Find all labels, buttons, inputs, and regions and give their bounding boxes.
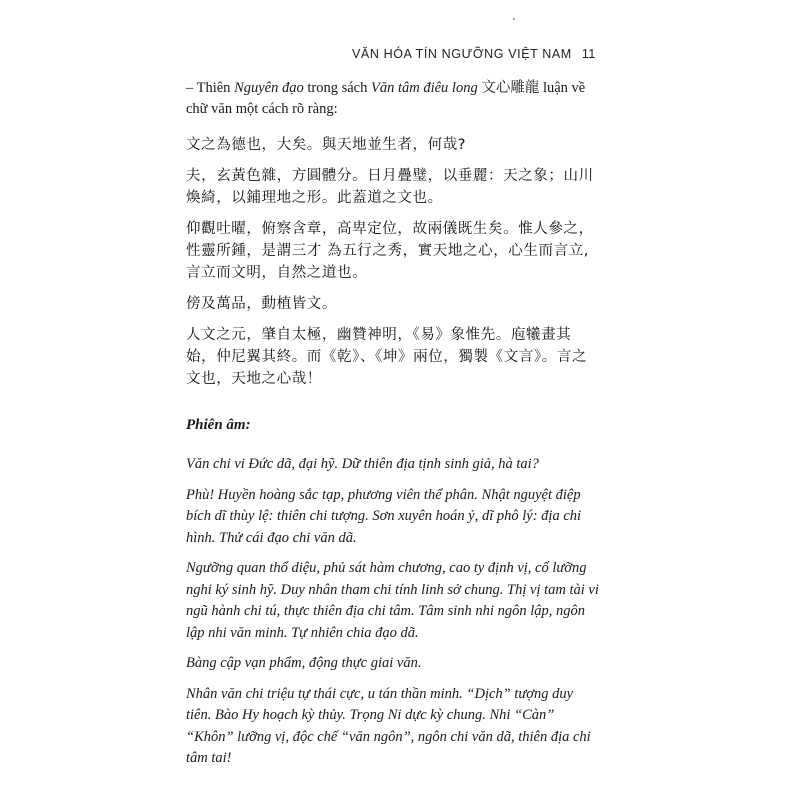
phien-am-paragraph: Bàng cập vạn phẩm, động thực giai văn. <box>186 655 422 671</box>
phien-am-paragraph: Ngưỡng quan thổ diệu, phủ sát hàm chương, cao ty định vị, cố lưỡng nghi ký sinh hỹ. Duy nhân tham chi tính linh sở chung. Thị vị tam tài vi ngũ hành chi tú, thực thiên địa chi tâm. Tâm sinh nhi ngôn lập, ngôn lập nhi văn minh. Tự nhiên chia đạo dã. <box>186 560 599 641</box>
intro-mid: trong sách <box>303 80 371 96</box>
han-paragraph: 傍及萬品，動植皆文。 <box>186 296 337 312</box>
phien-am-title: Phiên âm: <box>186 417 251 433</box>
han-paragraph: 人文之元，肇自太極，幽贊神明，《易》象惟先。庖犧畫其始，仲尼翼其終。而《乾》、《坤》兩位，獨製《文言》。言之文也，天地之心哉！ <box>186 327 588 387</box>
intro-prefix: – Thiên <box>186 80 235 96</box>
page-body <box>186 78 600 770</box>
header-title: VĂN HÓA TÍN NGƯỠNG VIỆT NAM <box>352 47 572 61</box>
intro-chapter: Nguyên đạo <box>234 80 304 96</box>
han-paragraph: 文之為德也，大矣。與天地並生者，何哉? <box>186 137 467 153</box>
phien-am-paragraph: Nhân văn chi triệu tự thái cực, u tán thần minh. “Dịch” tượng duy tiên. Bào Hy hoạch kỳ thủy. Trọng Ni dực kỳ chung. Nhi “Càn” “Khôn” lưỡng vị, độc chế “văn ngôn”, ngôn chi văn dã, thiên địa chi tâm tai! <box>186 685 591 766</box>
han-paragraph: 仰觀吐曜，俯察含章，高卑定位，故兩儀既生矣。惟人參之，性靈所鍾，是謂三才 為五行之秀，實天地之心，心生而言立,言立而文明，自然之道也。 <box>186 221 594 281</box>
han-paragraph: 夫，玄黃色雜，方圓體分。日月疊璧，以垂麗：天之象；山川煥綺，以鋪理地之形。此蓋道之文也。 <box>186 168 594 206</box>
intro-suffix: luận về chữ văn một cách rõ ràng: <box>186 80 586 117</box>
running-header <box>352 47 596 61</box>
intro-book: Văn tâm điêu long <box>370 80 478 96</box>
phien-am-paragraph: Phù! Huyền hoàng sắc tạp, phương viên thể phân. Nhật nguyệt điệp bích dĩ thùy lệ: thiên chi tượng. Sơn xuyên hoán ỷ, dĩ phô lý: địa chi hình. Thử cái đạo chi văn dã. <box>186 486 582 546</box>
scan-dot <box>513 18 515 20</box>
page-number: 11 <box>581 47 596 61</box>
phien-am-paragraph: Văn chi vi Đức dã, đại hỹ. Dữ thiên địa tịnh sinh giả, hà tai? <box>186 456 539 472</box>
intro-paragraph <box>186 78 600 120</box>
intro-book-han: 文心雕龍 <box>477 80 540 96</box>
